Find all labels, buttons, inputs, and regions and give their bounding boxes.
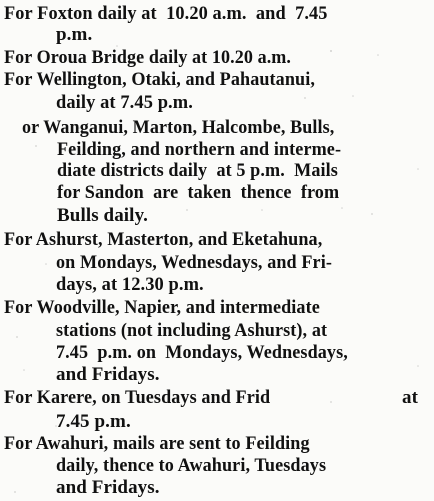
schedule-line-5: daily at 7.45 p.m. bbox=[56, 92, 193, 113]
schedule-line-4: For Wellington, Otaki, and Pahautanui, bbox=[4, 69, 316, 90]
schedule-line-1: For Foxton daily at 10.20 a.m. and 7.45 bbox=[4, 3, 328, 24]
schedule-line-23: and Fridays. bbox=[56, 477, 160, 498]
schedule-line-13: days, at 12.30 p.m. bbox=[56, 274, 204, 295]
schedule-line-16: 7.45 p.m. on Mondays, Wednesdays, bbox=[56, 342, 348, 363]
schedule-line-10: Bulls daily. bbox=[57, 205, 148, 226]
schedule-line-8: diate districts daily at 5 p.m. Mails bbox=[57, 160, 338, 181]
schedule-line-9: for Sandon are taken thence from bbox=[57, 182, 340, 203]
schedule-line-11: For Ashurst, Masterton, and Eketahuna, bbox=[4, 229, 323, 250]
schedule-line-3: For Oroua Bridge daily at 10.20 a.m. bbox=[4, 47, 292, 68]
schedule-line-19: at bbox=[402, 387, 419, 408]
schedule-line-14: For Woodville, Napier, and intermediate bbox=[4, 297, 320, 318]
schedule-line-17: and Fridays. bbox=[56, 364, 160, 385]
schedule-line-15: stations (not including Ashurst), at bbox=[56, 320, 328, 341]
schedule-line-12: on Mondays, Wednesdays, and Fri- bbox=[56, 252, 332, 273]
schedule-line-22: daily, thence to Awahuri, Tuesdays bbox=[56, 455, 327, 476]
schedule-line-20: 7.45 p.m. bbox=[56, 411, 131, 432]
schedule-line-6: or Wanganui, Marton, Halcombe, Bulls, bbox=[22, 117, 335, 138]
schedule-line-2: p.m. bbox=[56, 24, 93, 45]
schedule-line-21: For Awahuri, mails are sent to Feilding bbox=[4, 433, 310, 454]
schedule-line-7: Feilding, and northern and interme- bbox=[57, 139, 342, 160]
schedule-line-18: For Karere, on Tuesdays and Frid bbox=[4, 387, 271, 408]
